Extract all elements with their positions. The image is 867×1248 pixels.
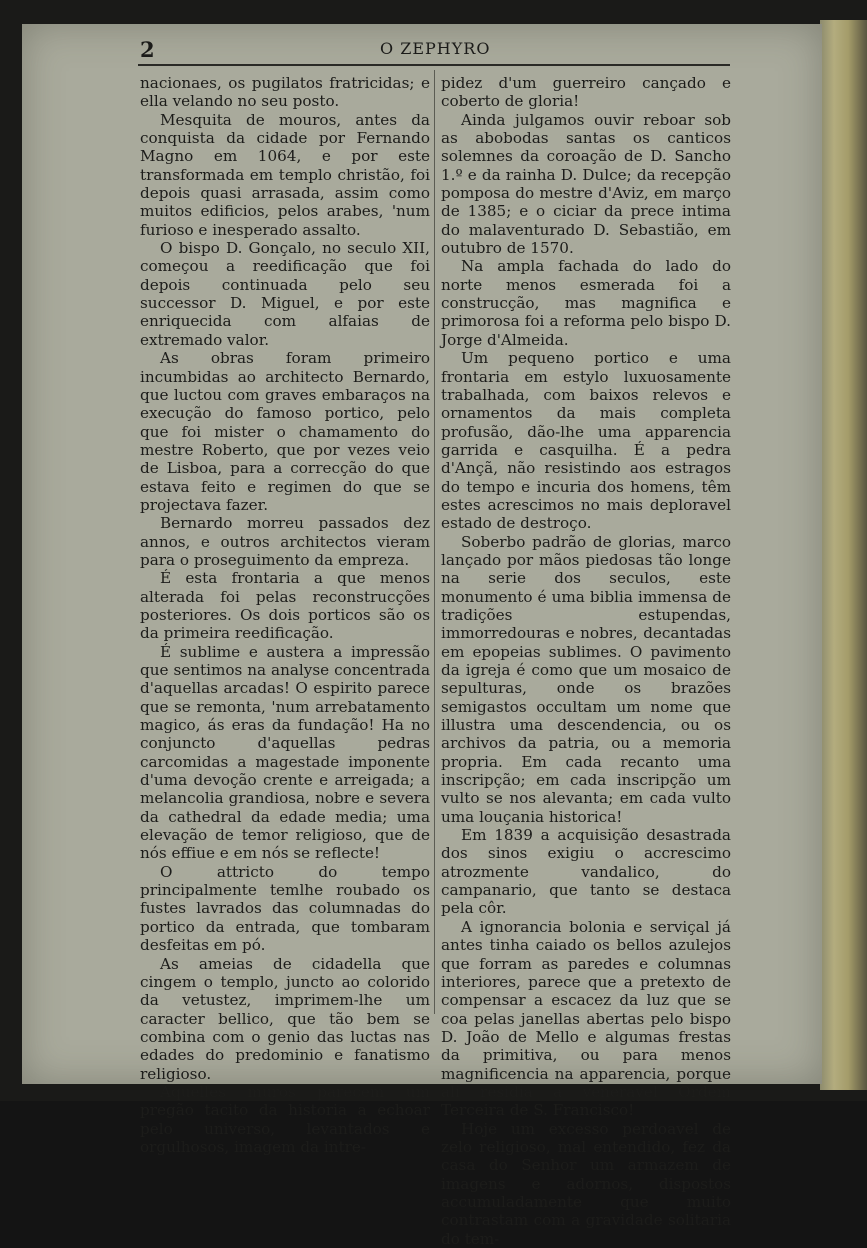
paragraph: pidez d'um guerreiro cançado e coberto de gloria! [441, 74, 731, 111]
paragraph: As obras foram primeiro incumbidas ao architecto Bernardo, que luctou com graves embaraços na execução do famoso portico, pelo que foi mister o chamamento do mestre Roberto, que por vezes veio de Lisboa, para a correcção do que estava feito e regimen do que se projectava fazer. [140, 349, 430, 514]
paragraph: Hoje um excesso perdoavel de zelo religioso, mal entendido, fez da casa do Senhor um armazem de imagens e adornos, dispostos accumuladamente que muito contrastam com a gravidade solitaria do tem- [441, 1119, 731, 1248]
page-edge [820, 20, 867, 1090]
right-column [441, 74, 731, 1248]
header-rule [138, 64, 730, 66]
paragraph: Mesquita de mouros, antes da conquista da cidade por Fernando Magno em 1064, e por este transformada em templo christão, foi depois quasi arrasada, assim como muitos edificios, pelos arabes, 'num furioso e inesperado assalto. [140, 110, 430, 239]
column-divider [434, 70, 435, 1014]
page-number: 2 [140, 37, 155, 62]
paragraph: Na ampla fachada do lado do norte menos esmerada foi a construcção, mas magnifica e primorosa foi a reforma pelo bispo D. Jorge d'Almeida. [441, 257, 731, 349]
paragraph: Em 1839 a acquisição desastrada dos sinos exigiu o accrescimo atrozmente vandalico, do campanario, que tanto se destaca pela côr. [441, 826, 731, 918]
paragraph: Bernardo morreu passados dez annos, e outros architectos vieram para o proseguimento da empreza. [140, 514, 430, 569]
paragraph: A ignorancia bolonia e serviçal já antes tinha caiado os bellos azulejos que forram as paredes e columnas interiores, parece que a pretexto de compensar a escacez da luz que se coa pelas janellas abertas pelo bispo D. João de Mello e algumas frestas da primitiva, ou para menos magnificencia na apparencia, porque ali residia a veneravel Ordem Terceira de S. Francisco! [441, 917, 731, 1120]
running-title: O ZEPHYRO [380, 39, 491, 58]
left-column [140, 74, 430, 1156]
paragraph: Soberbo padrão de glorias, marco lançado por mãos piedosas tão longe na serie dos seculos, este monumento é uma biblia immensa de tradições estupendas, immorredouras e nobres, decantadas em epopeias sublimes. O pavimento da igreja é como que um mosaico de sepulturas, onde os brazões semigastos occultam um nome que illustra uma descendencia, ou os archivos da patria, ou a memoria propria. Em cada recanto uma inscripção; em cada inscripção um vulto se nos alevanta; em cada vulto uma louçania historica! [441, 532, 731, 826]
paragraph: As ameias de cidadella que cingem o templo, juncto ao colorido da vetustez, imprimem-lhe um caracter bellico, que tão bem se combina com o genio das luctas nas edades do predominio e fanatismo religioso. [140, 954, 430, 1083]
paragraph: Um pequeno portico e uma frontaria em estylo luxuosamente trabalhada, com baixos relevos e ornamentos da mais completa profusão, dão-lhe uma apparencia garrida e casquilha. É a pedra d'Ançã, não resistindo aos estragos do tempo e incuria dos homens, têm estes acrescimos no mais deploravel estado de destroço. [441, 349, 731, 533]
paragraph: nacionaes, os pugilatos fratricidas; e ella velando no seu posto. [140, 74, 430, 111]
paragraph: O attricto do tempo principalmente temlhe roubado os fustes lavrados das columnadas do portico da entrada, que tombaram desfeitas em pó. [140, 862, 430, 955]
paragraph: O bispo D. Gonçalo, no seculo XII, começou a reedificação que foi depois continuada pelo seu successor D. Miguel, e por este enriquecida com alfaias de extremado valor. [140, 239, 430, 349]
paragraph: É sublime e austera a impressão que sentimos na analyse concentrada d'aquellas arcadas! O espirito parece que se remonta, 'num arrebatamento magico, ás eras da fundação! Ha no conjuncto d'aquellas pedras carcomidas a magestade imponente d'uma devoção crente e arreigada; a melancolia grandiosa, nobre e severa da cathedral da edade media; uma elevação de temor religioso, que de nós effiue e em nós se reflecte! [140, 642, 430, 863]
paragraph: Ainda julgamos ouvir reboar sob as abobodas santas os canticos solemnes da coroação de D. Sancho 1.º e da rainha D. Dulce; da recepção pomposa do mestre d'Aviz, em março de 1385; e o ciciar da prece intima do malaventurado D. Sebastião, em outubro de 1570. [441, 110, 731, 258]
paragraph: É esta frontaria a que menos alterada foi pelas reconstrucções posteriores. Os dois porticos são os da primeira reedificação. [140, 569, 430, 643]
paragraph: Aquelles muros parecem um pregão tacito da historia a echoar pelo universo, levantados e orgulhosos, imagem da intre- [140, 1082, 430, 1156]
